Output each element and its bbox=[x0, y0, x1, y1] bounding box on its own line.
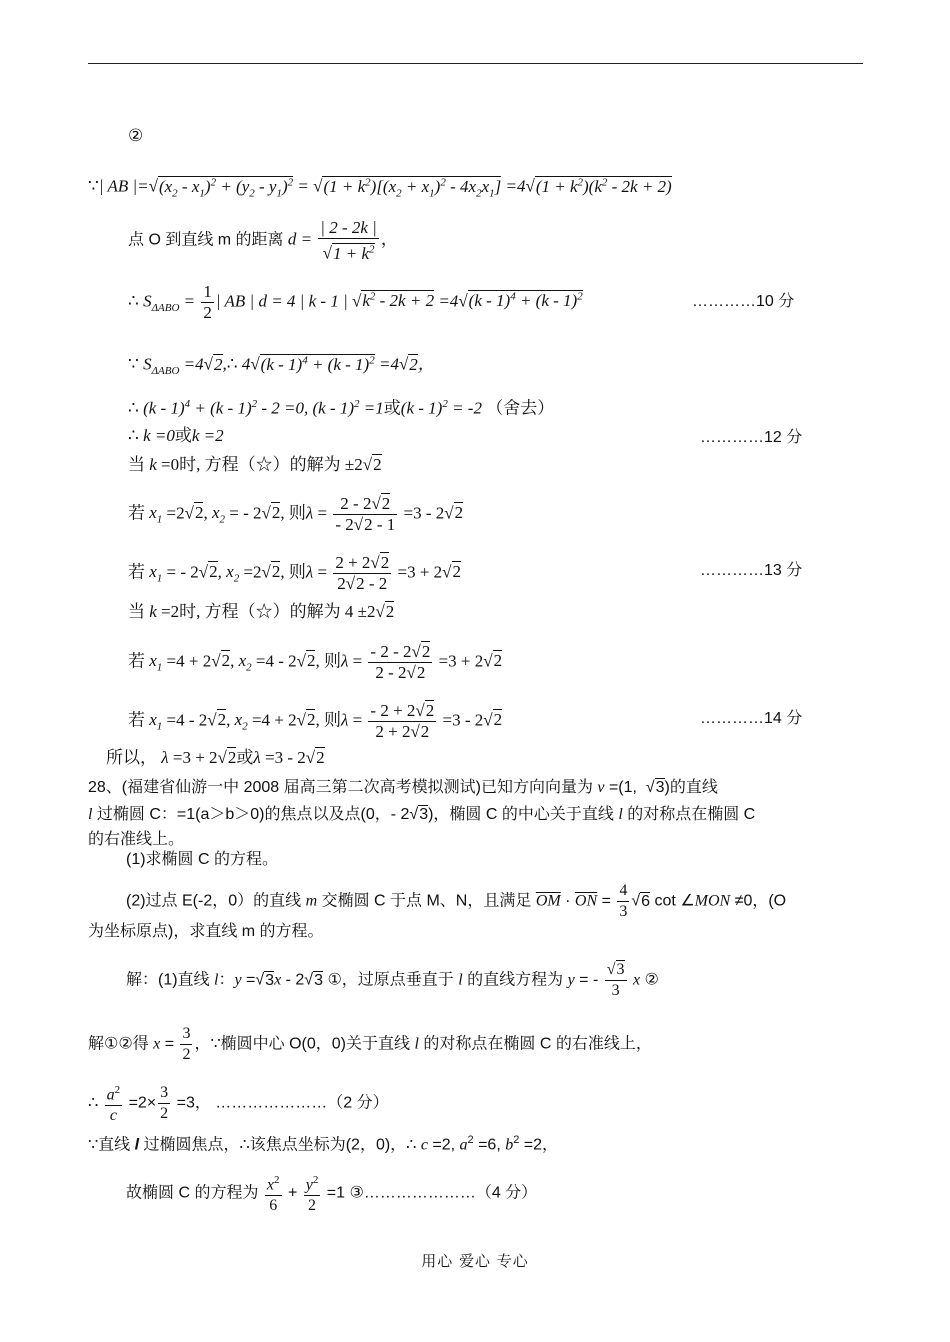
problem28-q1: (1)求椭圆 C 的方程。 bbox=[126, 851, 279, 868]
problem28-q2: (2)过点 E(-2，0）的直线 m 交椭圆 C 于点 M、N，且满足 $\overline{OM} \cdot \overline{ON}$ = $\frac{4}{3}$ √6 cot ∠MON ≠0，(O bbox=[126, 882, 787, 920]
case4: 若 $x_1 =4 - 2√2$, $x_2 =4 + 2√2$, 则λ = $\frac{- 2 + 2√2}{2 + 2√2}$ =3 - 2√2 bbox=[128, 701, 503, 741]
case-k0: 当 k =0时, 方程（☆）的解为 ±2√2 bbox=[128, 455, 382, 474]
problem28-line3: 的右准线上。 bbox=[88, 831, 185, 848]
problem28-line2: l 过椭圆 C：=1(a＞b＞0)的焦点以及点(0，- 2√3)，椭圆 C 的中心关于直线 l 的对称点在椭圆 C bbox=[88, 806, 756, 823]
score-12: …………12 分 bbox=[700, 429, 803, 446]
distance-fraction: $\frac{| 2 - 2k |}{√1 + k^2}$ bbox=[320, 218, 377, 263]
case2: 若 $x_1$ = - 2√2, $x_2 =2√2$, 则λ = $\frac{2 + 2√2}{2√2 - 2}$ =3 + 2√2 bbox=[128, 553, 462, 593]
equation-solve: ∴ (k - 1)$^4$ + (k - 1)$^2$ - 2 =0, (k - 1)$^2$ =1或(k - 1)$^2$ = -2 （舍去） bbox=[128, 398, 555, 418]
conclusion: 所以， λ =3 + 2√2或λ =3 - 2√2 bbox=[106, 748, 325, 767]
area-formula: ∴ $S_{\Delta ABO}$ = $\frac{1}{2}$ | AB | d = 4 | k - 1 | $√k^2 - 2k + 2 =4√(k - 1)^4 + (k - 1)^2$ bbox=[128, 282, 583, 322]
ab-length-formula: ∵| AB $|=√(x_2 - x_1)^2 + (y_2 - y_1)^2 = √(1 + k^2)[(x_2 + x_1)^2 - 4x_2x_1] =4√(1 + k^2)(k^2 - 2k + 2)$ bbox=[88, 176, 672, 200]
solution-line2: 解①②得 x = $\frac{3}{2}$ ，∵椭圆中心 O(0，0)关于直线 l 的对称点在椭圆 C 的右准线上， bbox=[88, 1025, 652, 1063]
page-footer: 用心 爱心 专心 bbox=[421, 1252, 529, 1270]
solution-line1: 解：(1)直线 l：y =√3x - 2√3 ①，过原点垂直于 l 的直线方程为 y = - $\frac{√3}{3}$ x ② bbox=[126, 961, 659, 999]
solution-line4: ∵直线 l 过椭圆焦点，∴该焦点坐标为(2，0)，∴ c =2, $a^2 =6$, $b^2 =2$， bbox=[88, 1134, 559, 1154]
case1: 若 $x_1 =2√2$, $x_2$ = - 2√2, 则λ = $\frac{2 - 2√2}{- 2√2 - 1}$ =3 - 2√2 bbox=[128, 494, 464, 534]
circle-two-mark: ② bbox=[128, 126, 144, 145]
distance-text: 点 O 到直线 m 的距离 bbox=[128, 231, 284, 249]
k-values: ∴ k =0或k =2 bbox=[128, 426, 224, 445]
case-k2: 当 k =2时, 方程（☆）的解为 4 ±2√2 bbox=[128, 602, 395, 621]
score-10: …………10 分 bbox=[692, 293, 795, 310]
distance-line: 点 O 到直线 m 的距离 d = $\frac{| 2 - 2k |}{√1 + k^2}$ ， bbox=[128, 218, 398, 263]
area-given-formula: ∵ $S_{\Delta ABO}$ =4√2,∴ 4√(k - 1)$^4$ + (k - 1)$^2$ =4√2， bbox=[128, 354, 435, 378]
solution-line3: ∴ $\frac{a^2}{c}$ =2× $\frac{3}{2}$ =3， …………………（2 分） bbox=[88, 1080, 389, 1126]
so-text: 所以， bbox=[106, 748, 157, 767]
problem28-line1: 28、(福建省仙游一中 2008 届高三第二次高考模拟测试)已知方向向量为 v =(1, √3)的直线 bbox=[88, 779, 718, 796]
problem28-q2b: 为坐标原点)，求直线 m 的方程。 bbox=[88, 923, 324, 940]
score-13: …………13 分 bbox=[700, 562, 803, 579]
header-rule bbox=[88, 63, 863, 64]
case3: 若 $x_1 =4 + 2√2$, $x_2 =4 - 2√2$, 则λ = $\frac{- 2 - 2√2}{2 - 2√2}$ =3 + 2√2 bbox=[128, 642, 503, 682]
score-14: …………14 分 bbox=[700, 710, 803, 727]
solution-line5: 故椭圆 C 的方程为 $\frac{x^2}{6}$ + $\frac{y^2}{2}$ =1 ③…………………（4 分） bbox=[126, 1170, 537, 1216]
